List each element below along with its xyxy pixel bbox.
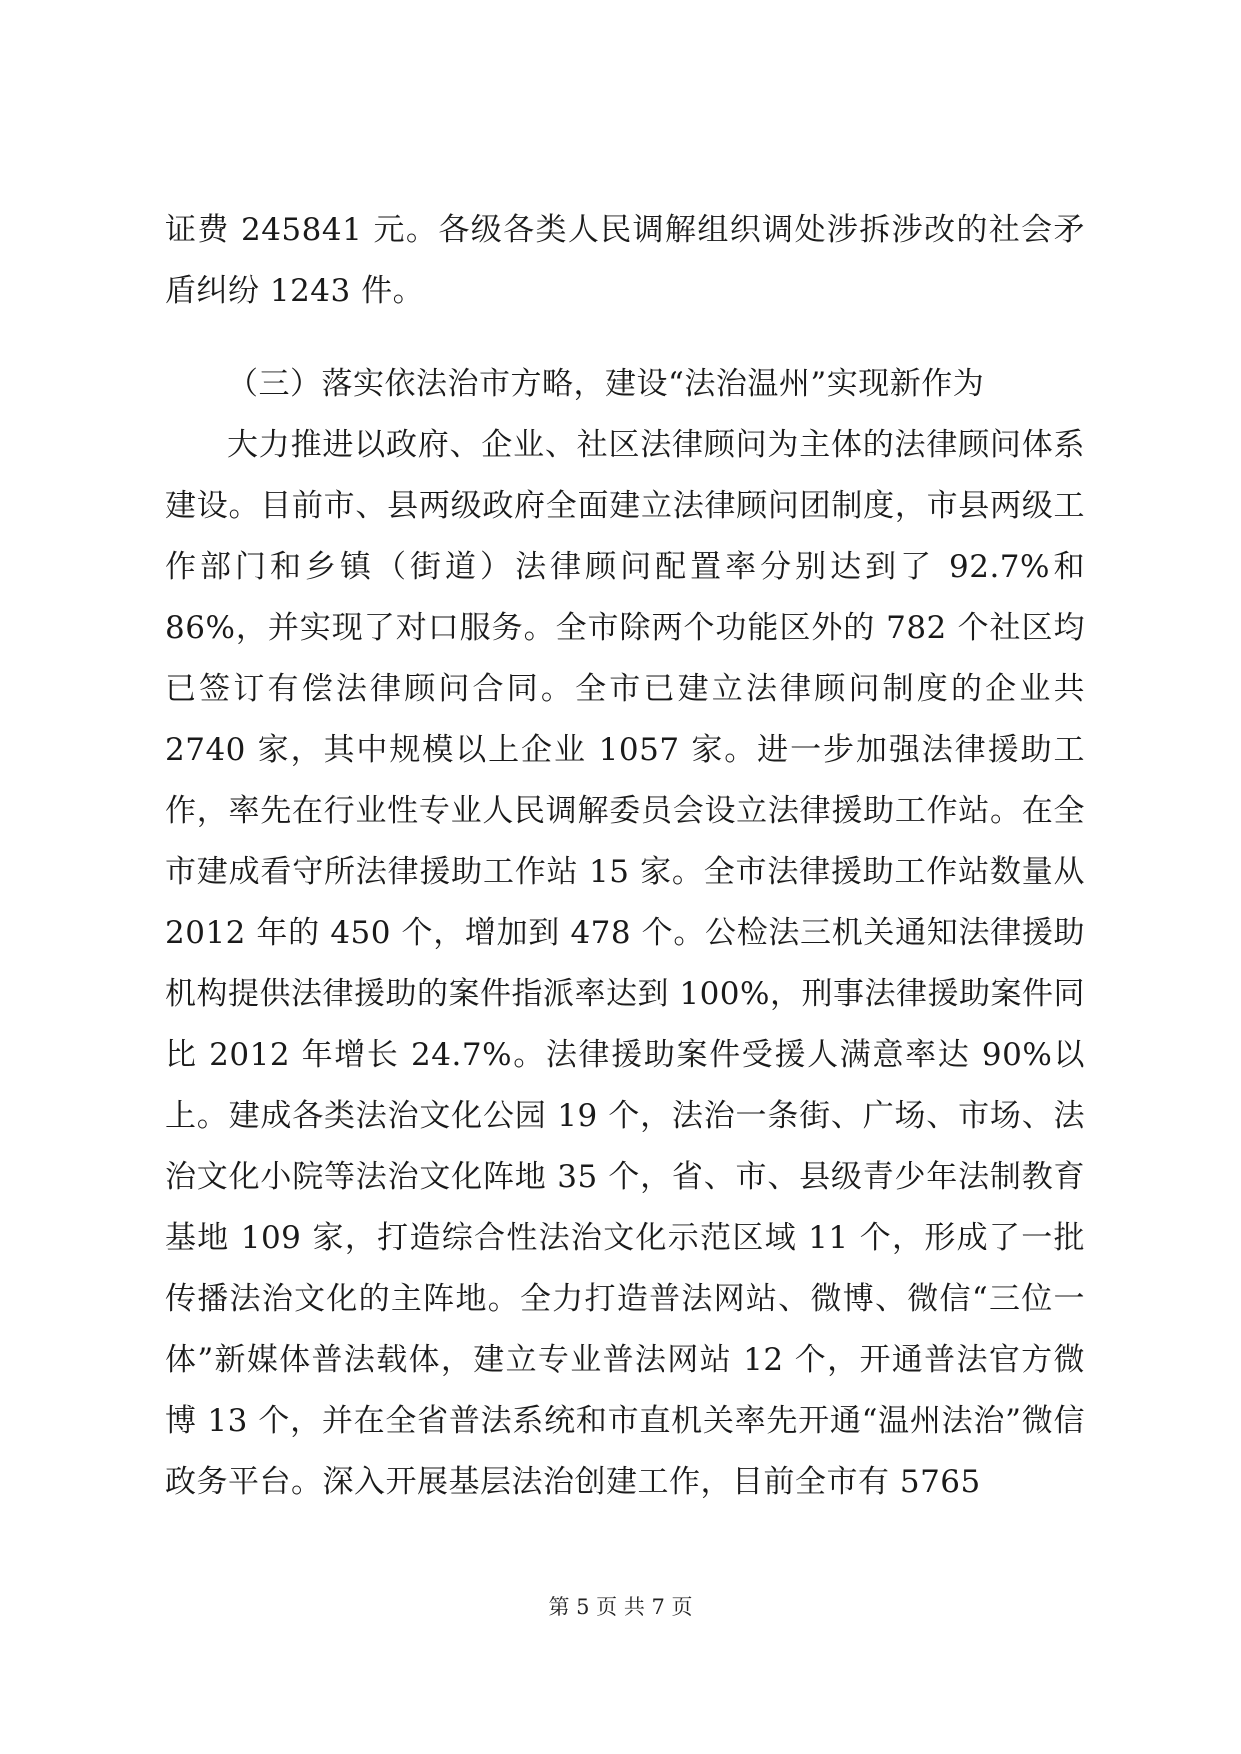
section-heading: （三）落实依法治市方略，建设“法治温州”实现新作为 — [227, 366, 985, 402]
page-indicator: 第 5 页 共 7 页 — [548, 1595, 693, 1619]
paragraph-continued: 证费 245841 元。各级各类人民调解组织调处涉拆涉改的社会矛盾纠纷 1243 件。 — [165, 212, 1085, 309]
page-footer — [0, 1592, 1241, 1622]
paragraph-main: 大力推进以政府、企业、社区法律顾问为主体的法律顾问体系建设。目前市、县两级政府全面建立法律顾问团制度，市县两级工作部门和乡镇（街道）法律顾问配置率分别达到了 92.7%和 86%，并实现了对口服务。全市除两个功能区外的 782 个社区均已签订有偿法律顾问合同。全市已建立法律顾问制度的企业共 2740 家，其中规模以上企业 1057 家。进一步加强法律援助工作，率先在行业性专业人民调解委员会设立法律援助工作站。在全市建成看守所法律援助工作站 15 家。全市法律援助工作站数量从 2012 年的 450 个，增加到 478 个。公检法三机关通知法律援助机构提供法律援助的案件指派率达到 100%，刑事法律援助案件同比 2012 年增长 24.7%。法律援助案件受援人满意率达 90%以上。建成各类法治文化公园 19 个，法治一条街、广场、市场、法治文化小院等法治文化阵地 35 个，省、市、县级青少年法制教育基地 109 家，打造综合性法治文化示范区域 11 个，形成了一批传播法治文化的主阵地。全力打造普法网站、微博、微信“三位一体”新媒体普法载体，建立专业普法网站 12 个，开通普法官方微博 13 个，并在全省普法系统和市直机关率先开通“温州法治”微信政务平台。深入开展基层法治创建工作，目前全市有 5765 — [165, 427, 1085, 1500]
